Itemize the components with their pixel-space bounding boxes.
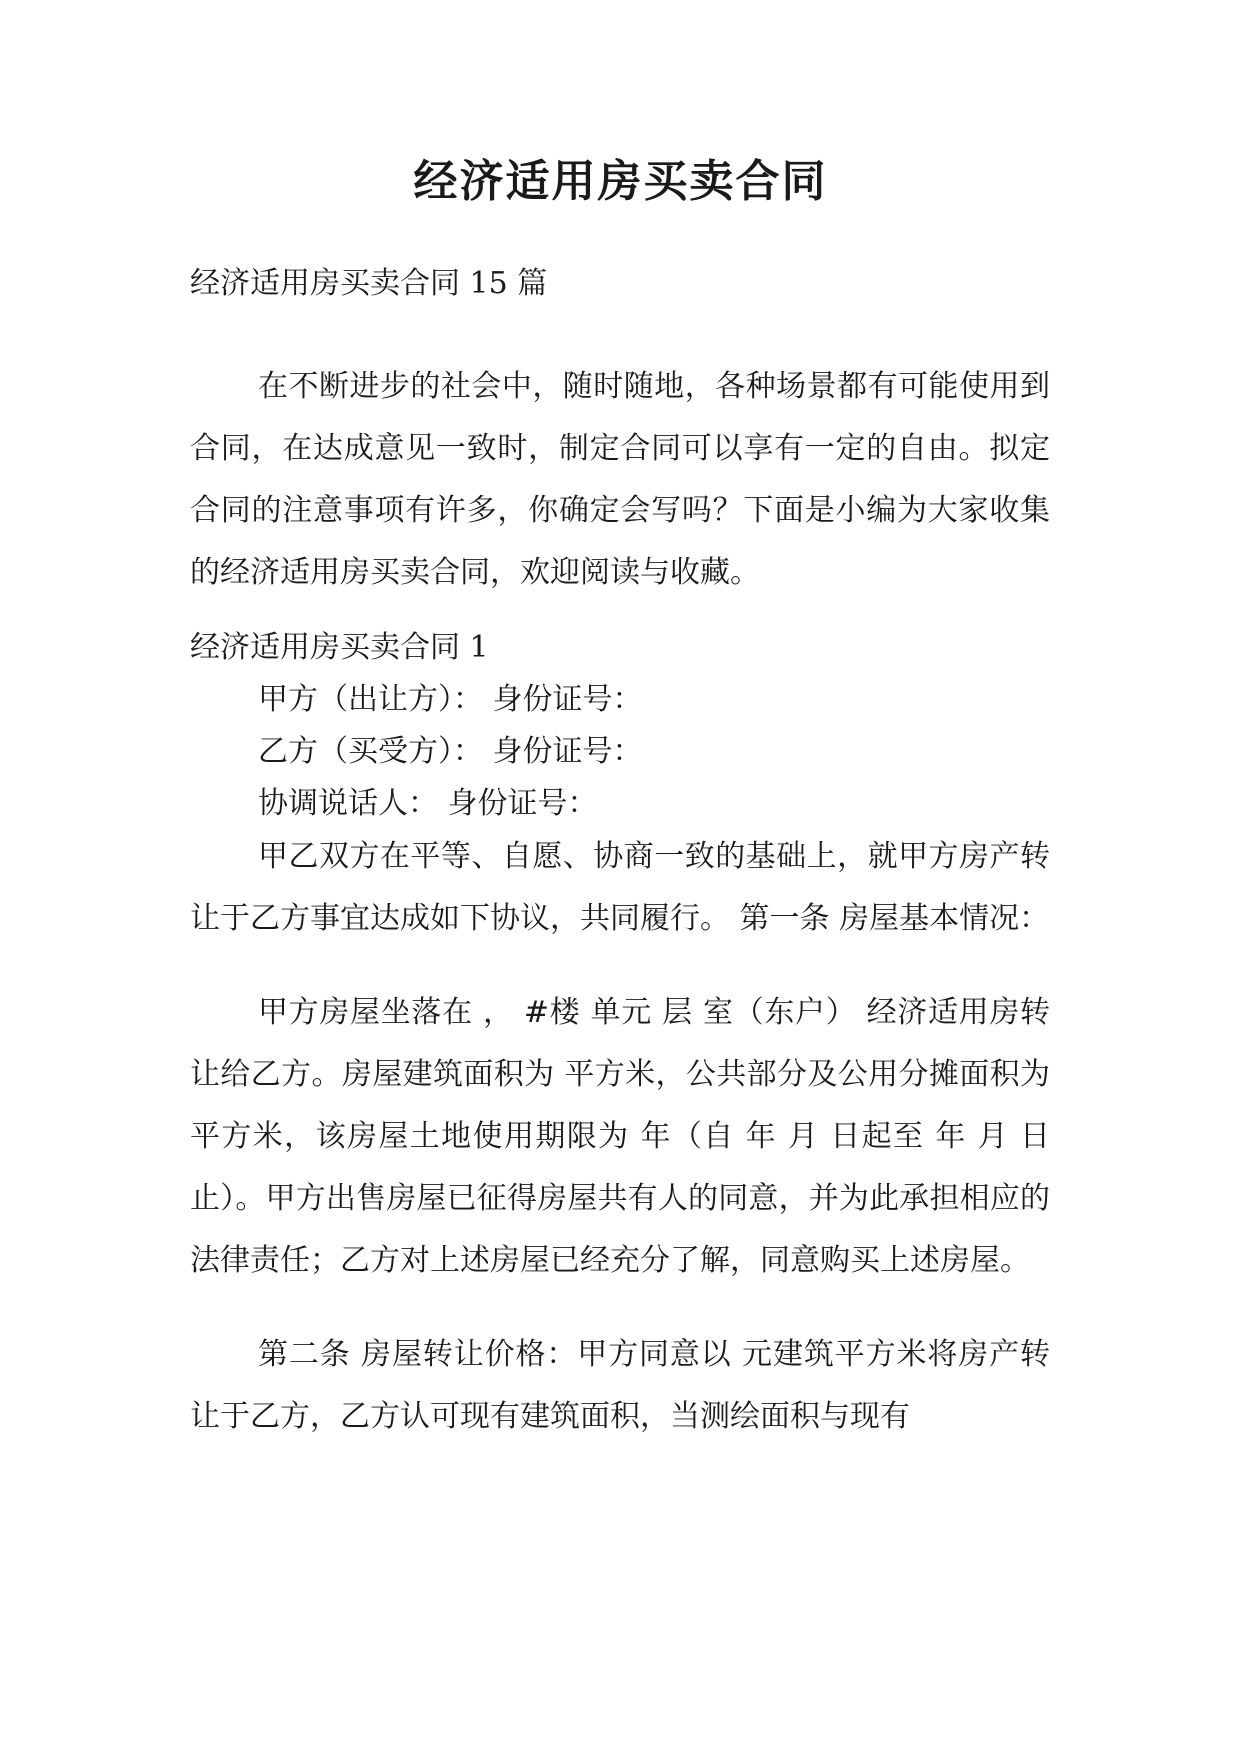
document-subtitle: 经济适用房买卖合同 15 篇: [190, 266, 548, 301]
house-paragraph: 甲方房屋坐落在 ， #楼 单元 层 室（东户） 经济适用房转让给乙方。房屋建筑面积为 平方米，公共部分及公用分摊面积为 平方米，该房屋土地使用期限为 年（自 年 月 日起至 年 月 日止）。甲方出售房屋已征得房屋共有人的同意，并为此承担相应的法律责任；乙方对上述房屋已经充分了解，同意购买上述房屋。: [190, 995, 1050, 1278]
mediator-line: 协调说话人： 身份证号：: [258, 786, 598, 821]
intro-paragraph: 在不断进步的社会中，随时随地，各种场景都有可能使用到合同，在达成意见一致时，制定合同可以享有一定的自由。拟定合同的注意事项有许多，你确定会写吗？下面是小编为大家收集的经济适用房买卖合同，欢迎阅读与收藏。: [190, 369, 1050, 590]
price-paragraph: 第二条 房屋转让价格：甲方同意以 元建筑平方米将房产转让于乙方，乙方认可现有建筑面积，当测绘面积与现有: [190, 1337, 1050, 1434]
party-a-line: 甲方（出让方）： 身份证号：: [258, 682, 643, 717]
section-heading: 经济适用房买卖合同 1: [190, 630, 489, 665]
party-b-line: 乙方（买受方）： 身份证号：: [258, 734, 643, 769]
document-title: 经济适用房买卖合同: [413, 156, 828, 207]
agreement-paragraph: 甲乙双方在平等、自愿、协商一致的基础上，就甲方房产转让于乙方事宜达成如下协议，共同履行。 第一条 房屋基本情况：: [190, 839, 1050, 936]
